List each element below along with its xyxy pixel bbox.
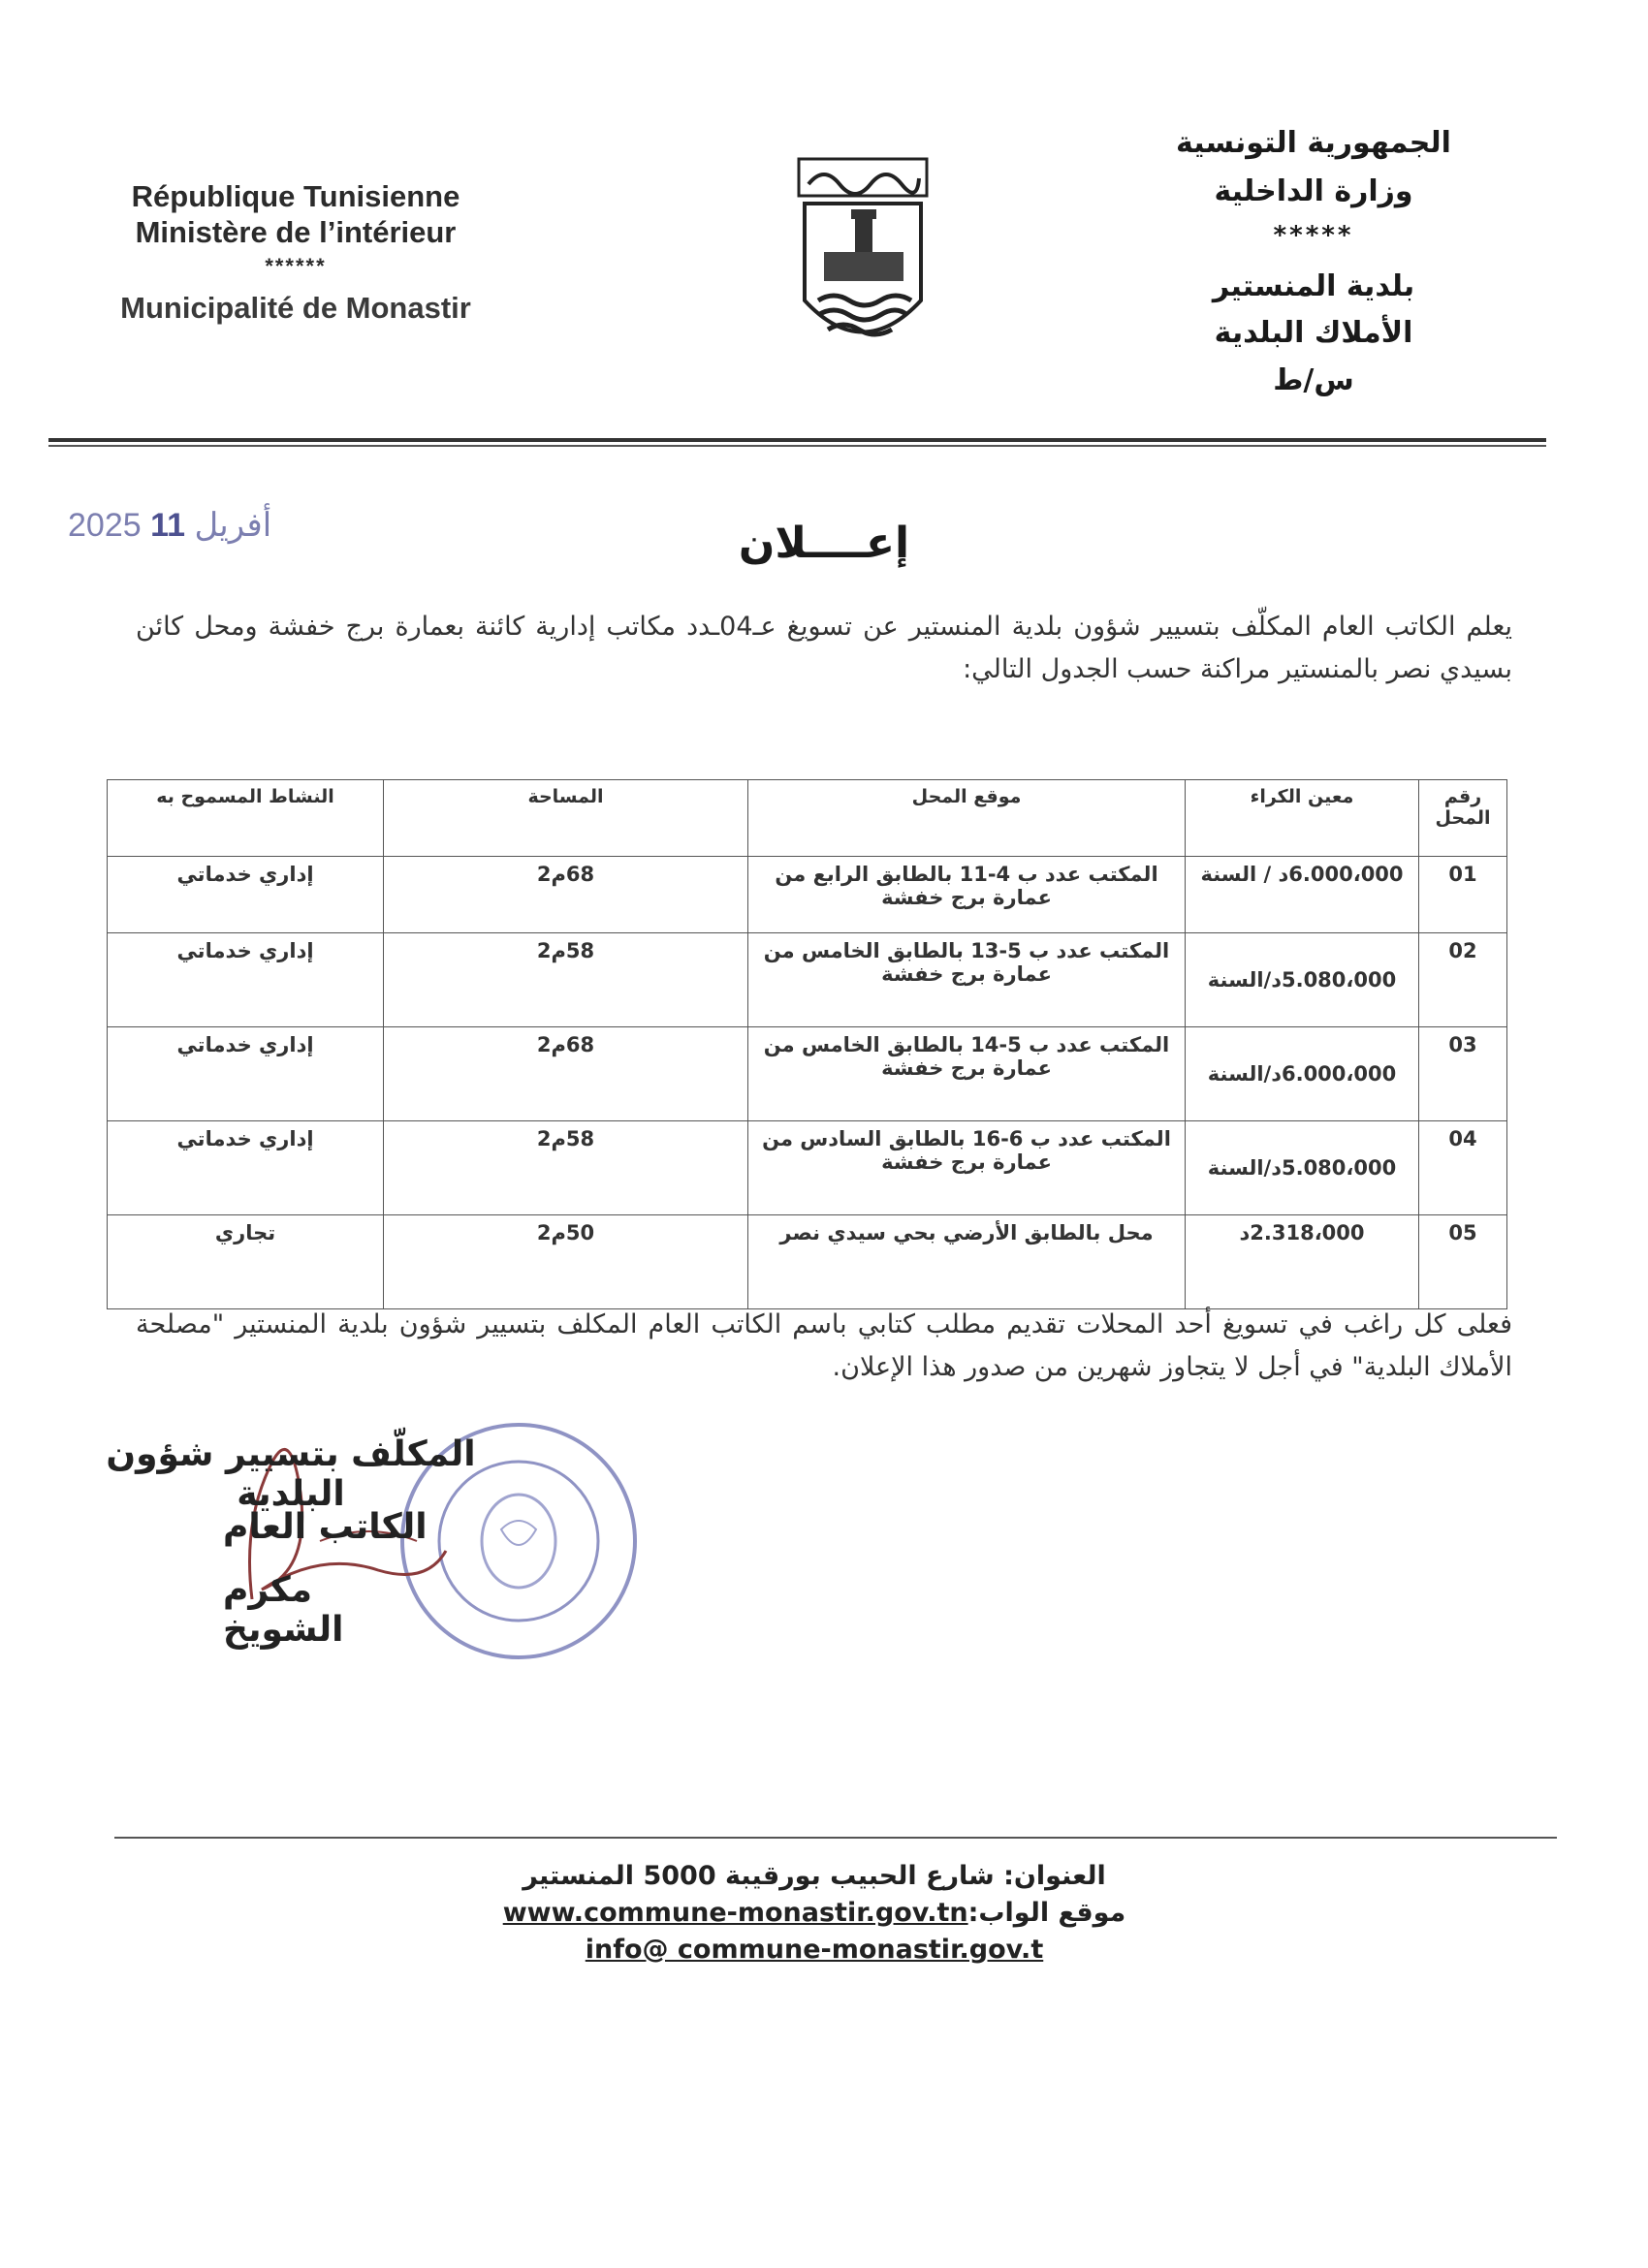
header-separator-thin [48,445,1546,447]
cell-area: 58م2 [384,933,748,1027]
header-fr-country: République Tunisienne [131,179,460,213]
cell-rent: 2.318،000د [1186,1215,1419,1309]
closing-paragraph: فعلى كل راغب في تسويغ أحد المحلات تقديم مطلب كتابي باسم الكاتب العام المكلف بتسيير شؤون بلدية المنستير "مصلحة الأملاك البلدية" في أجل لا يتجاوز شهرين من صدور هذا الإعلان. [136,1309,1512,1382]
header-ar-ref: س/ط [1273,363,1354,397]
header-ar-ministry: وزارة الداخلية [1214,174,1413,208]
cell-num: 03 [1419,1027,1507,1121]
header-ar-municipality: بلدية المنستير [1212,269,1415,303]
cell-area: 58م2 [384,1121,748,1215]
cell-num: 04 [1419,1121,1507,1215]
footer-website-line [465,1898,1163,1928]
cell-location: المكتب عدد ب 4-11 بالطابق الرابع من عمارة برج خفشة [748,857,1186,933]
table-row [108,933,1507,1027]
cell-activity: تجاري [108,1215,384,1309]
footer-separator [114,1837,1557,1839]
signature-title: الكاتب العام [223,1507,428,1547]
col-header-area: المساحة [384,780,748,857]
intro-paragraph: يعلم الكاتب العام المكلّف بتسيير شؤون بلدية المنستير عن تسويغ عـ04ـدد مكاتب إدارية كائنة بعمارة برج خفشة ومحل كائن بسيدي نصر بالمنستير مراكنة حسب الجدول التالي: [136,612,1512,684]
signature-role: المكلّف بتسيير شؤون البلدية [106,1434,476,1514]
cell-rent [1186,1121,1419,1215]
cell-rent [1186,933,1419,1027]
footer-email-link[interactable]: info@ commune-monastir.gov.t [585,1935,1044,1965]
cell-location: المكتب عدد ب 5-13 بالطابق الخامس من عمارة برج خفشة [748,933,1186,1027]
cell-num: 02 [1419,933,1507,1027]
cell-rent-value: 5.080،000د/السنة [1207,968,1397,992]
date-stamp-day: 11 [150,507,186,544]
cell-location: المكتب عدد ب 6-16 بالطابق السادس من عمارة برج خفشة [748,1121,1186,1215]
header-separator [48,438,1546,442]
header-ar-stars: ***** [1273,221,1354,250]
cell-activity: إداري خدماتي [108,857,384,933]
date-stamp-year: 2025 [68,507,142,544]
col-header-rent: معين الكراء [1186,780,1419,857]
footer-website-link[interactable]: www.commune-monastir.gov.tn [502,1898,968,1928]
cell-location: المكتب عدد ب 5-14 بالطابق الخامس من عمارة برج خفشة [748,1027,1186,1121]
cell-area: 50م2 [384,1215,748,1309]
cell-area: 68م2 [384,1027,748,1121]
signature-name: مكرم الشويخ [223,1570,344,1650]
col-header-location: موقع المحل [748,780,1186,857]
cell-location: محل بالطابق الأرضي بحي سيدي نصر [748,1215,1186,1309]
cell-area: 68م2 [384,857,748,933]
header-ar-country: الجمهورية التونسية [1176,126,1451,160]
col-header-num: رقم المحل [1419,780,1507,857]
date-stamp-month: أفريل [194,507,272,544]
cell-rent-value: 6.000،000د/السنة [1207,1062,1397,1086]
header-ar-department: الأملاك البلدية [1214,316,1413,350]
announcement-title: إعــــلان [738,519,910,568]
table-row [108,1121,1507,1215]
footer-address: العنوان: شارع الحبيب بورقيبة 5000 المنستير [523,1861,1106,1891]
cell-num: 01 [1419,857,1507,933]
cell-rent: 6.000،000د / السنة [1186,857,1419,933]
cell-rent-value: 5.080،000د/السنة [1207,1156,1397,1180]
footer-website-label: موقع الواب: [967,1898,1126,1928]
table-row [108,1215,1507,1309]
footer-email-line [465,1935,1163,1965]
cell-activity: إداري خدماتي [108,1027,384,1121]
table-header-row [108,780,1507,857]
cell-activity: إداري خدماتي [108,1121,384,1215]
header-fr-municipality: Municipalité de Monastir [120,291,471,325]
cell-activity: إداري خدماتي [108,933,384,1027]
date-stamp [68,506,271,545]
table-row [108,857,1507,933]
col-header-activity: النشاط المسموح به [108,780,384,857]
cell-num: 05 [1419,1215,1507,1309]
cell-rent [1186,1027,1419,1121]
premises-table [107,779,1507,1309]
header-fr-ministry: Ministère de l’intérieur [135,215,457,249]
table-row [108,1027,1507,1121]
monastir-emblem-icon [795,155,931,359]
header-fr-stars: ****** [265,254,327,278]
